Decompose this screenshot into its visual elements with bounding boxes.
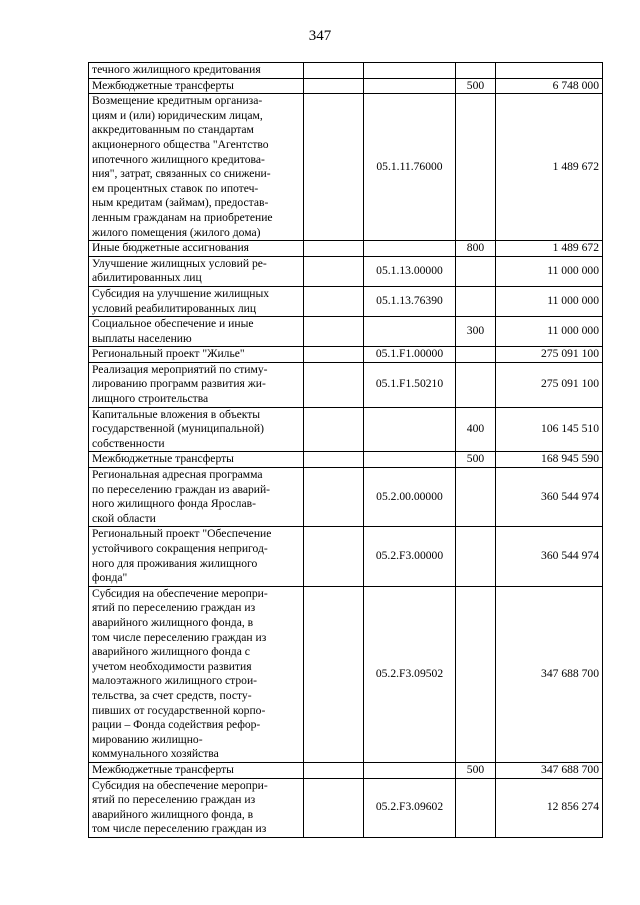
row-amount-cell: 168 945 590 — [496, 452, 603, 468]
row-empty-cell — [304, 586, 364, 762]
row-name-text: Межбюджетные трансферты — [92, 78, 234, 92]
row-code-cell: 05.1.13.76390 — [364, 286, 456, 316]
row-amount-cell: 11 000 000 — [496, 317, 603, 347]
row-amount-cell: 106 145 510 — [496, 407, 603, 452]
row-name-cell — [89, 63, 304, 79]
table-row — [89, 256, 603, 286]
row-code-cell — [364, 241, 456, 257]
row-expense-type-cell — [456, 527, 496, 586]
row-name-cell — [89, 407, 304, 452]
row-expense-type-cell — [456, 63, 496, 79]
row-name-text: Улучшение жилищных условий ре- абилитированных лиц — [92, 256, 267, 285]
row-expense-type-cell — [456, 778, 496, 837]
row-name-text: Капитальные вложения в объекты государственной (муниципальной) собственности — [92, 407, 264, 450]
table-row — [89, 63, 603, 79]
row-name-text: Межбюджетные трансферты — [92, 452, 234, 466]
row-expense-type-cell: 300 — [456, 317, 496, 347]
row-code-cell — [364, 762, 456, 778]
row-name-cell — [89, 362, 304, 407]
row-amount-cell — [496, 63, 603, 79]
row-expense-type-cell: 500 — [456, 78, 496, 94]
row-empty-cell — [304, 63, 364, 79]
row-empty-cell — [304, 778, 364, 837]
row-amount-cell: 11 000 000 — [496, 256, 603, 286]
table-row — [89, 468, 603, 527]
row-empty-cell — [304, 317, 364, 347]
row-empty-cell — [304, 407, 364, 452]
row-code-cell — [364, 78, 456, 94]
row-empty-cell — [304, 468, 364, 527]
row-amount-cell: 347 688 700 — [496, 762, 603, 778]
row-code-cell — [364, 63, 456, 79]
row-name-text: Субсидия на улучшение жилищных условий реабилитированных лиц — [92, 286, 270, 315]
row-empty-cell — [304, 527, 364, 586]
row-code-cell: 05.1.F1.50210 — [364, 362, 456, 407]
table-row — [89, 347, 603, 363]
row-name-cell — [89, 762, 304, 778]
row-name-text: Социальное обеспечение и иные выплаты населению — [92, 317, 254, 345]
row-expense-type-cell — [456, 286, 496, 316]
row-code-cell: 05.1.13.00000 — [364, 256, 456, 286]
table-row — [89, 778, 603, 837]
row-name-cell — [89, 527, 304, 586]
row-empty-cell — [304, 762, 364, 778]
row-code-cell — [364, 407, 456, 452]
row-code-cell: 05.1.F1.00000 — [364, 347, 456, 363]
row-amount-cell: 1 489 672 — [496, 241, 603, 257]
row-expense-type-cell — [456, 362, 496, 407]
row-amount-cell: 275 091 100 — [496, 362, 603, 407]
row-name-text: Субсидия на обеспечение меропри- ятий по переселению граждан из аварийного жилищного фонда, в том числе переселению граждан из — [92, 778, 268, 836]
row-code-cell — [364, 317, 456, 347]
row-amount-cell: 275 091 100 — [496, 347, 603, 363]
row-name-text: Иные бюджетные ассигнования — [92, 241, 249, 255]
row-amount-cell: 347 688 700 — [496, 586, 603, 762]
row-code-cell: 05.2.F3.09502 — [364, 586, 456, 762]
row-name-cell — [89, 256, 304, 286]
row-amount-cell: 11 000 000 — [496, 286, 603, 316]
table-row — [89, 78, 603, 94]
row-name-cell — [89, 468, 304, 527]
table-row — [89, 407, 603, 452]
row-code-cell: 05.2.F3.00000 — [364, 527, 456, 586]
row-name-cell — [89, 286, 304, 316]
table-row — [89, 286, 603, 316]
row-expense-type-cell: 500 — [456, 762, 496, 778]
row-name-text: Региональный проект "Обеспечение устойчивого сокращения непригод- ного для проживания жилищного фонда" — [92, 527, 272, 585]
row-code-cell: 05.1.11.76000 — [364, 94, 456, 241]
row-code-cell — [364, 452, 456, 468]
table-row — [89, 586, 603, 762]
row-name-cell — [89, 778, 304, 837]
table-row — [89, 452, 603, 468]
table-row — [89, 317, 603, 347]
row-amount-cell: 360 544 974 — [496, 527, 603, 586]
row-name-text: Региональная адресная программа по переселению граждан из аварий- ного жилищного фонда Ярослав- ской области — [92, 468, 271, 525]
row-expense-type-cell — [456, 94, 496, 241]
page-number: 347 — [308, 28, 332, 44]
table-row — [89, 241, 603, 257]
row-name-cell — [89, 317, 304, 347]
row-expense-type-cell — [456, 586, 496, 762]
table-row — [89, 762, 603, 778]
budget-table-body — [89, 63, 603, 838]
row-name-cell — [89, 586, 304, 762]
row-expense-type-cell — [456, 468, 496, 527]
row-empty-cell — [304, 78, 364, 94]
table-row — [89, 527, 603, 586]
row-empty-cell — [304, 286, 364, 316]
row-name-text: Региональный проект "Жилье" — [92, 347, 245, 361]
row-amount-cell: 1 489 672 — [496, 94, 603, 241]
row-name-cell — [89, 94, 304, 241]
row-empty-cell — [304, 241, 364, 257]
row-code-cell: 05.2.F3.09602 — [364, 778, 456, 837]
row-empty-cell — [304, 452, 364, 468]
row-name-text: Реализация мероприятий по стиму- лированию программ развития жи- лищного строительства — [92, 362, 268, 406]
row-empty-cell — [304, 362, 364, 407]
table-row — [89, 94, 603, 241]
row-expense-type-cell — [456, 347, 496, 363]
row-name-text: Субсидия на обеспечение меропри- ятий по переселению граждан из аварийного жилищного фонда, в том числе переселению граждан из аварийного жилищного фонда с учетом необходимости развития малоэтажного жилищного строи- тельства, за счет средств, посту- пивших от государственной корпо- рации – Фонда содействия рефор- мированию жилищно- коммунального хозяйства — [92, 586, 268, 761]
row-name-cell — [89, 347, 304, 363]
row-empty-cell — [304, 94, 364, 241]
row-name-cell — [89, 78, 304, 94]
row-amount-cell: 6 748 000 — [496, 78, 603, 94]
row-name-text: течного жилищного кредитования — [92, 63, 261, 76]
row-amount-cell: 360 544 974 — [496, 468, 603, 527]
row-expense-type-cell: 800 — [456, 241, 496, 257]
row-amount-cell: 12 856 274 — [496, 778, 603, 837]
row-empty-cell — [304, 256, 364, 286]
row-name-cell — [89, 452, 304, 468]
row-expense-type-cell — [456, 256, 496, 286]
row-expense-type-cell: 400 — [456, 407, 496, 452]
row-expense-type-cell: 500 — [456, 452, 496, 468]
table-row — [89, 362, 603, 407]
row-name-cell — [89, 241, 304, 257]
row-name-text: Возмещение кредитным организа- циям и (или) юридическим лицам, аккредитованным по стандартам акционерного общества "Агентство ипотечного жилищного кредитова- ния", затрат, связанных со снижени- ем процентных ставок по ипотеч- ным кредитам (займам), предостав- ленным гражданам на приобретение жилого помещения (жилого дома) — [92, 94, 273, 239]
row-empty-cell — [304, 347, 364, 363]
budget-table — [88, 62, 603, 838]
row-code-cell: 05.2.00.00000 — [364, 468, 456, 527]
row-name-text: Межбюджетные трансферты — [92, 762, 234, 776]
